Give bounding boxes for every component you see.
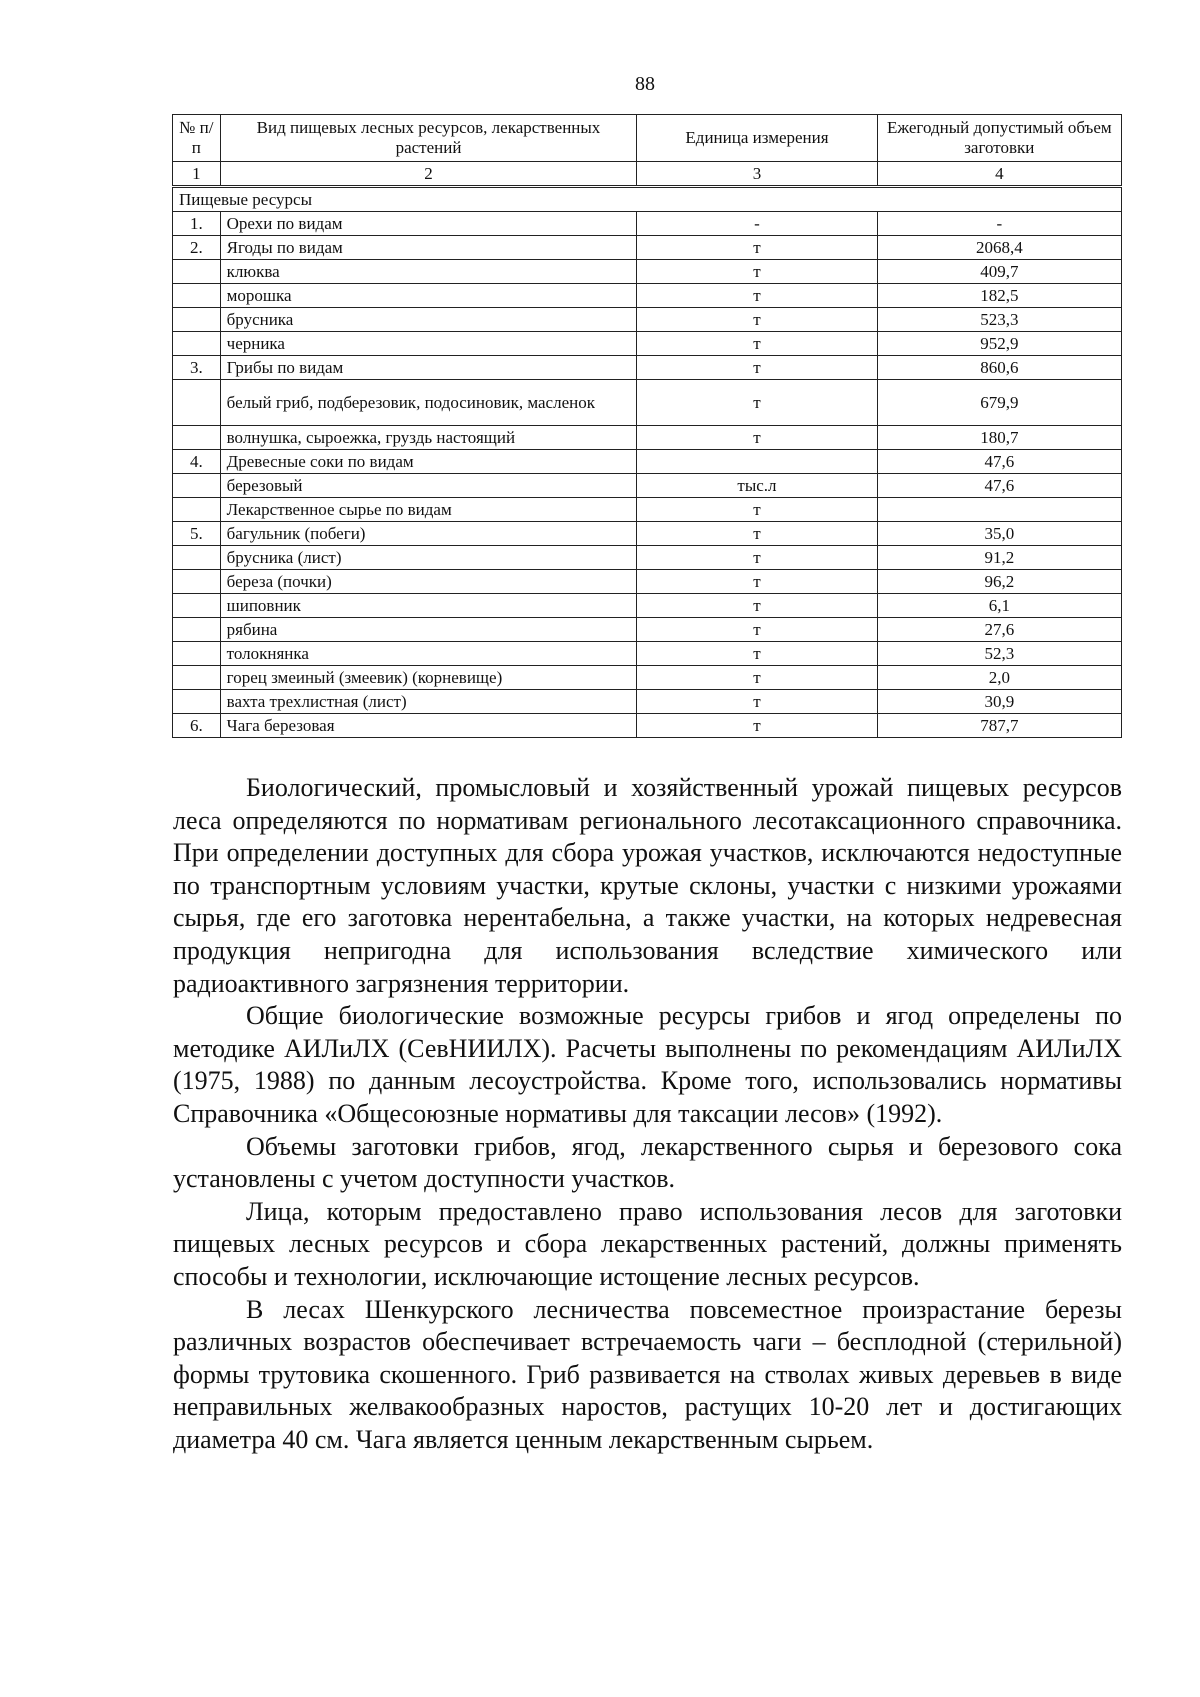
table-row — [173, 284, 1122, 308]
table-row — [173, 618, 1122, 642]
table-row — [173, 594, 1122, 618]
paragraph: Лица, которым предоставлено право использования лесов для заготовки пищевых лесных ресурсов и сбора лекарственных растений, должны применять способы и технологии, исключающие истощение лесных ресурсов. — [173, 1196, 1122, 1291]
row-name: белый гриб, подберезовик, подосиновик, масленок — [220, 380, 637, 426]
row-num — [173, 380, 221, 426]
row-value: 91,2 — [877, 546, 1121, 570]
row-unit: т — [637, 618, 877, 642]
row-num — [173, 690, 221, 714]
row-unit: т — [637, 690, 877, 714]
row-name: багульник (побеги) — [220, 522, 637, 546]
row-name: горец змеиный (змеевик) (корневище) — [220, 666, 637, 690]
table-row — [173, 498, 1122, 522]
row-unit — [637, 450, 877, 474]
table-row — [173, 474, 1122, 498]
table-row — [173, 308, 1122, 332]
row-name: березовый — [220, 474, 637, 498]
table-row — [173, 450, 1122, 474]
row-value: 47,6 — [877, 474, 1121, 498]
index-cell: 3 — [637, 162, 877, 187]
row-name: шиповник — [220, 594, 637, 618]
row-unit: т — [637, 498, 877, 522]
row-name: брусника (лист) — [220, 546, 637, 570]
page-number: 88 — [635, 73, 655, 95]
row-unit: т — [637, 284, 877, 308]
table-row — [173, 546, 1122, 570]
row-value: 182,5 — [877, 284, 1121, 308]
row-value: 52,3 — [877, 642, 1121, 666]
row-name: Чага березовая — [220, 714, 637, 738]
table-row — [173, 522, 1122, 546]
paragraph: Общие биологические возможные ресурсы грибов и ягод определены по методике АИЛиЛХ (СевНИИЛХ). Расчеты выполнены по рекомендациям АИЛиЛХ (1975, 1988) по данным лесоустройства. Кроме того, использовались нормативы Справочника «Общесоюзные нормативы для таксации лесов» (1992). — [173, 1001, 1122, 1128]
body-text — [173, 772, 1122, 1456]
row-unit: т — [637, 332, 877, 356]
table-header-row — [173, 115, 1122, 162]
row-unit: т — [637, 666, 877, 690]
row-value: 523,3 — [877, 308, 1121, 332]
row-value: 860,6 — [877, 356, 1121, 380]
table-index-row — [173, 162, 1122, 187]
row-value: 96,2 — [877, 570, 1121, 594]
row-value: 2,0 — [877, 666, 1121, 690]
row-num — [173, 594, 221, 618]
row-name: вахта трехлистная (лист) — [220, 690, 637, 714]
row-name: клюква — [220, 260, 637, 284]
row-num: 1. — [173, 212, 221, 236]
row-num — [173, 546, 221, 570]
table-row — [173, 380, 1122, 426]
row-unit: т — [637, 380, 877, 426]
row-unit: т — [637, 642, 877, 666]
row-unit: т — [637, 260, 877, 284]
row-num — [173, 498, 221, 522]
row-value: 180,7 — [877, 426, 1121, 450]
header-num: № п/п — [173, 115, 221, 162]
row-num — [173, 284, 221, 308]
resources-table — [172, 114, 1122, 738]
row-name: брусника — [220, 308, 637, 332]
row-unit: т — [637, 426, 877, 450]
row-value: 409,7 — [877, 260, 1121, 284]
row-name: морошка — [220, 284, 637, 308]
table-row — [173, 714, 1122, 738]
row-unit: т — [637, 356, 877, 380]
row-name: Орехи по видам — [220, 212, 637, 236]
row-num — [173, 332, 221, 356]
table-row — [173, 332, 1122, 356]
index-cell: 4 — [877, 162, 1121, 187]
row-name: рябина — [220, 618, 637, 642]
table-row — [173, 570, 1122, 594]
row-value: 2068,4 — [877, 236, 1121, 260]
row-unit: тыс.л — [637, 474, 877, 498]
row-name: толокнянка — [220, 642, 637, 666]
row-name: Ягоды по видам — [220, 236, 637, 260]
table-row — [173, 236, 1122, 260]
row-name: Грибы по видам — [220, 356, 637, 380]
row-unit: т — [637, 308, 877, 332]
row-name: черника — [220, 332, 637, 356]
row-name: волнушка, сыроежка, груздь настоящий — [220, 426, 637, 450]
row-num: 6. — [173, 714, 221, 738]
header-volume: Ежегодный допустимый объем заготовки — [877, 115, 1121, 162]
row-num — [173, 474, 221, 498]
paragraph: В лесах Шенкурского лесничества повсеместное произрастание березы различных возрастов обеспечивает встречаемость чаги – бесплодной (стерильной) формы трутовика скошенного. Гриб развивается на стволах живых деревьев в виде неправильных желвакообразных наростов, растущих 10-20 лет и достигающих диаметра 40 см. Чага является ценным лекарственным сырьем. — [173, 1294, 1122, 1454]
header-unit: Единица измерения — [637, 115, 877, 162]
row-value: - — [877, 212, 1121, 236]
row-value: 6,1 — [877, 594, 1121, 618]
row-num — [173, 260, 221, 284]
row-value: 47,6 — [877, 450, 1121, 474]
row-value: 679,9 — [877, 380, 1121, 426]
header-name: Вид пищевых лесных ресурсов, лекарственных растений — [220, 115, 637, 162]
table-row — [173, 690, 1122, 714]
row-unit: т — [637, 522, 877, 546]
paragraph: Объемы заготовки грибов, ягод, лекарственного сырья и березового сока установлены с учетом доступности участков. — [173, 1131, 1122, 1194]
table-row — [173, 666, 1122, 690]
row-value: 27,6 — [877, 618, 1121, 642]
row-value: 30,9 — [877, 690, 1121, 714]
paragraph: Биологический, промысловый и хозяйственный урожай пищевых ресурсов леса определяются по нормативам регионального лесотаксационного справочника. При определении доступных для сбора урожая участков, исключаются недоступные по транспортным условиям участки, крутые склоны, участки с низкими урожаями сырья, где его заготовка нерентабельна, а также участки, на которых недревесная продукция непригодна для использования вследствие химического или радиоактивного загрязнения территории. — [173, 773, 1122, 998]
table-row — [173, 260, 1122, 284]
row-name: Древесные соки по видам — [220, 450, 637, 474]
table-row — [173, 356, 1122, 380]
row-unit: т — [637, 546, 877, 570]
row-num — [173, 618, 221, 642]
row-value: 787,7 — [877, 714, 1121, 738]
row-num — [173, 308, 221, 332]
row-num: 2. — [173, 236, 221, 260]
table-row — [173, 212, 1122, 236]
row-value: 952,9 — [877, 332, 1121, 356]
section-row — [173, 187, 1122, 212]
row-num: 4. — [173, 450, 221, 474]
row-unit: т — [637, 570, 877, 594]
row-unit: т — [637, 714, 877, 738]
row-num — [173, 642, 221, 666]
row-num — [173, 570, 221, 594]
index-cell: 1 — [173, 162, 221, 187]
row-num — [173, 426, 221, 450]
index-cell: 2 — [220, 162, 637, 187]
row-name: береза (почки) — [220, 570, 637, 594]
row-num: 3. — [173, 356, 221, 380]
row-unit: т — [637, 594, 877, 618]
row-unit: т — [637, 236, 877, 260]
section-title: Пищевые ресурсы — [173, 187, 1122, 212]
table-row — [173, 426, 1122, 450]
row-num — [173, 666, 221, 690]
row-num: 5. — [173, 522, 221, 546]
table-row — [173, 642, 1122, 666]
row-unit: - — [637, 212, 877, 236]
row-name: Лекарственное сырье по видам — [220, 498, 637, 522]
row-value: 35,0 — [877, 522, 1121, 546]
row-value — [877, 498, 1121, 522]
